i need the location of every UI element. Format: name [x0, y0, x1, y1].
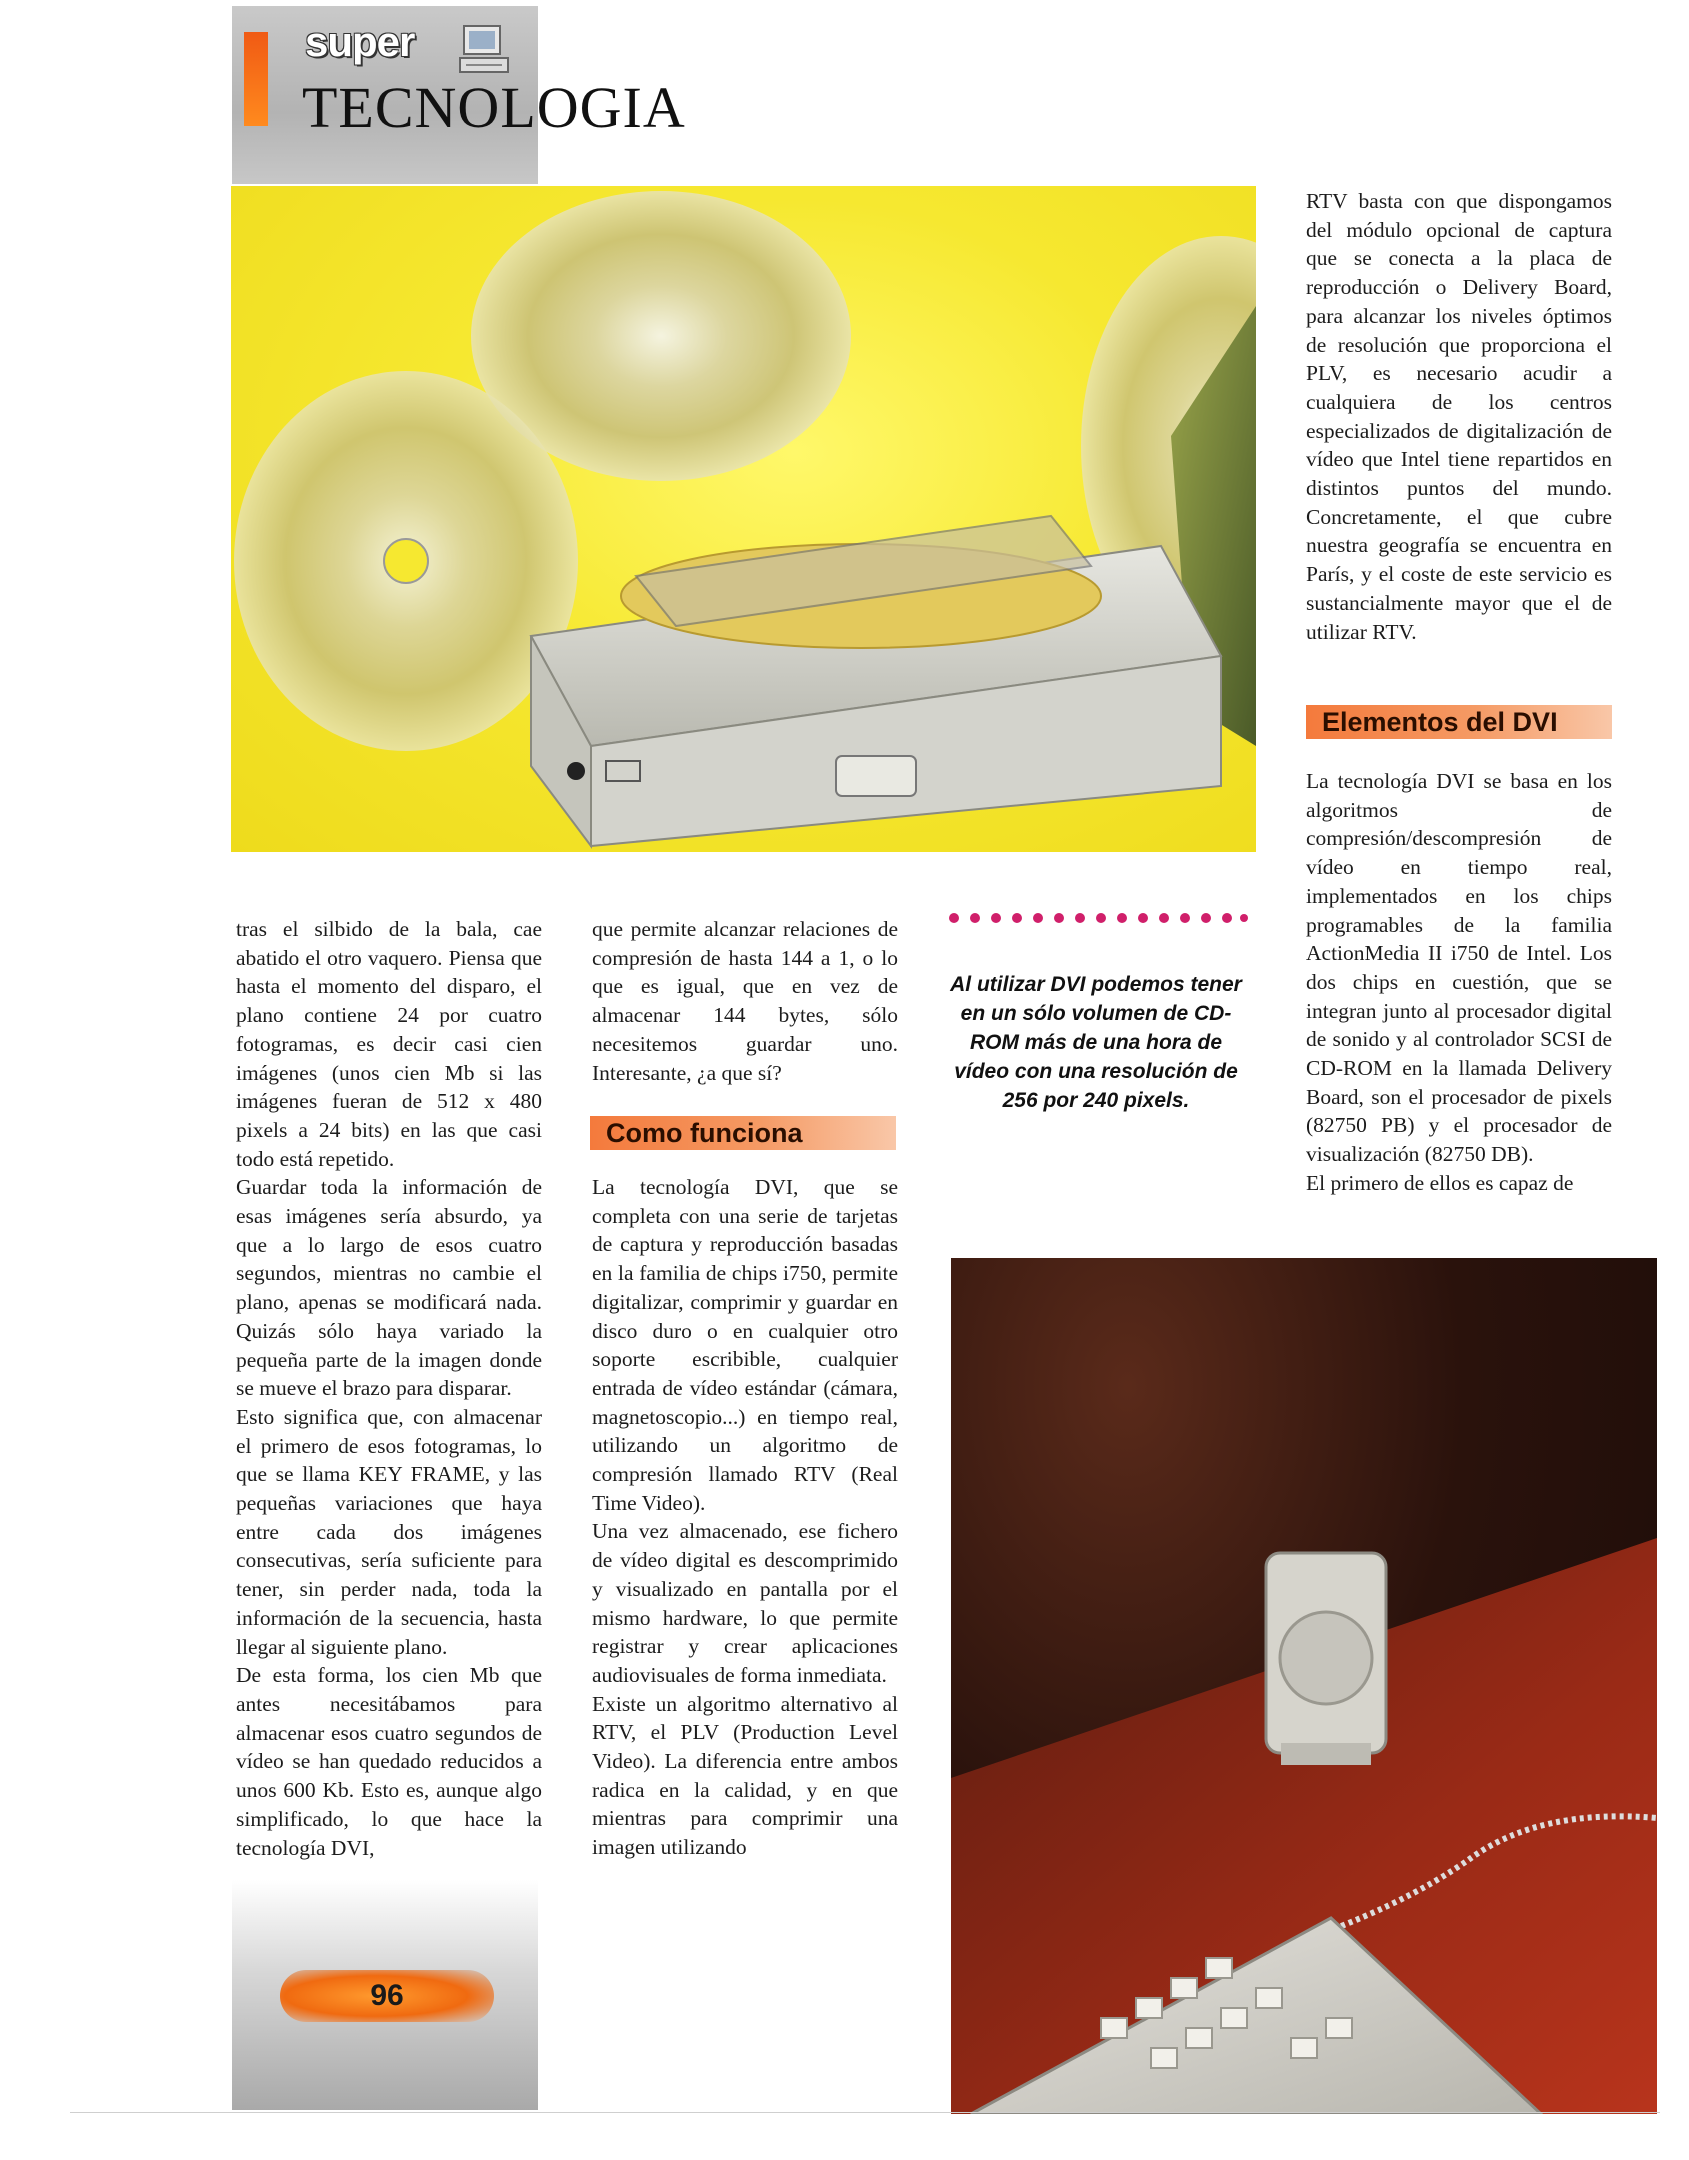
subheading-como-funciona: Como funciona — [590, 1116, 896, 1150]
article-column-left — [236, 915, 542, 1862]
cdrom-drive-photo — [231, 186, 1256, 852]
quote-dot-rule — [948, 908, 1248, 928]
paragraph: La tecnología DVI, que se completa con una serie de tarjetas de captura y reproducción basadas en la familia de chips i750, permite digitalizar, comprimir y guardar en disco duro o en cualquier otro soporte escribible, cualquier entrada de vídeo estándar (cámara, magnetoscopio...) en tiempo real, utilizando un algoritmo de compresión llamado RTV (Real Time Video). — [592, 1175, 898, 1515]
paragraph: RTV basta con que dispongamos del módulo opcional de captura que se conecta a la placa de reproducción o Delivery Board, para alcanzar los niveles óptimos de resolución que proporciona el PLV, es necesario acudir a cualquiera de los centros especializados de digitalización de vídeo que Intel tiene repartidos en distintos puntos del mundo. Concretamente, el que cubre nuestra geografía se encuentra en París, y el coste de este servicio es sustancialmente mayor que el de utilizar RTV. — [1306, 189, 1612, 644]
article-column-right-bottom — [1306, 767, 1612, 1198]
section-title: TECNOLOGIA — [302, 75, 686, 140]
magazine-logo: super — [305, 18, 415, 65]
paragraph: Esto significa que, con almacenar el primero de esos fotogramas, lo que se llama KEY FRAME, y las pequeñas variaciones que haya entre cada dos imágenes consecutivas, sería suficiente para tener, sin perder nada, toda la información de la secuencia, hasta llegar al siguiente plano. — [236, 1404, 542, 1659]
keyboard-illustration — [951, 1258, 1657, 2114]
header-accent-bar — [244, 32, 268, 126]
paragraph: De esta forma, los cien Mb que antes necesitábamos para almacenar esos cuatro segundos de vídeo se han quedado reducidos a unos 600 Kb. Esto es, aunque algo simplificado, lo que hace la tecnología DVI, — [236, 1663, 542, 1860]
bottom-divider — [70, 2112, 1660, 2113]
computer-icon — [458, 22, 512, 78]
paragraph: Existe un algoritmo alternativo al RTV, el PLV (Production Level Video). La diferencia entre ambos radica en la calidad, y en que mientras para comprimir una imagen utilizando — [592, 1691, 898, 1860]
page-number: 96 — [370, 1979, 404, 2012]
paragraph: El primero de ellos es capaz de — [1306, 1170, 1574, 1195]
paragraph: La tecnología DVI se basa en los algoritmos de compresión/descompresión de vídeo en tiempo real, implementados en los chips programables de la familia ActionMedia II i750 de Intel. Los dos chips en cuestión, que se integran junto al procesador digital de sonido y al controlador SCSI de CD-ROM en la llamada Delivery Board, son el procesador de pixels (82750 PB) y el procesador de visualización (82750 DB). — [1306, 769, 1612, 1167]
paragraph: Guardar toda la información de esas imágenes sería absurdo, ya que a lo largo de esos cuatro segundos, mientras no cambie el plano, apenas se modificará nada. Quizás sólo haya variado la pequeña parte de la imagen donde se mueve el brazo para disparar. — [236, 1175, 542, 1401]
paragraph: que permite alcanzar relaciones de compresión de hasta 144 a 1, o lo que es igual, que en vez de almacenar 144 bytes, sólo necesitemos guardar uno. Interesante, ¿a que sí? — [592, 917, 898, 1085]
article-column-middle — [592, 915, 898, 1087]
paragraph: Una vez almacenado, ese fichero de vídeo digital es descomprimido y visualizado en pantalla por el mismo hardware, lo que permite registrar y crear aplicaciones audiovisuales de forma inmediata. — [592, 1519, 898, 1687]
article-column-middle-body — [592, 1173, 898, 1862]
paragraph: tras el silbido de la bala, cae abatido el otro vaquero. Piensa que hasta el momento del disparo, el plano contiene 24 por cuatro fotogramas, es decir casi cien imágenes (unos cien Mb si las imágenes fueran de 512 x 480 pixels a 24 bits) en las que casi todo está repetido. — [236, 917, 542, 1171]
article-column-right-top — [1306, 187, 1612, 646]
subheading-elementos-dvi: Elementos del DVI — [1306, 705, 1612, 739]
cdrom-illustration — [231, 186, 1256, 852]
pull-quote: Al utilizar DVI podemos tener en un sólo volumen de CD-ROM más de una hora de vídeo con una resolución de 256 por 240 pixels. — [950, 973, 1242, 1112]
keyboard-speaker-photo — [951, 1258, 1657, 2114]
